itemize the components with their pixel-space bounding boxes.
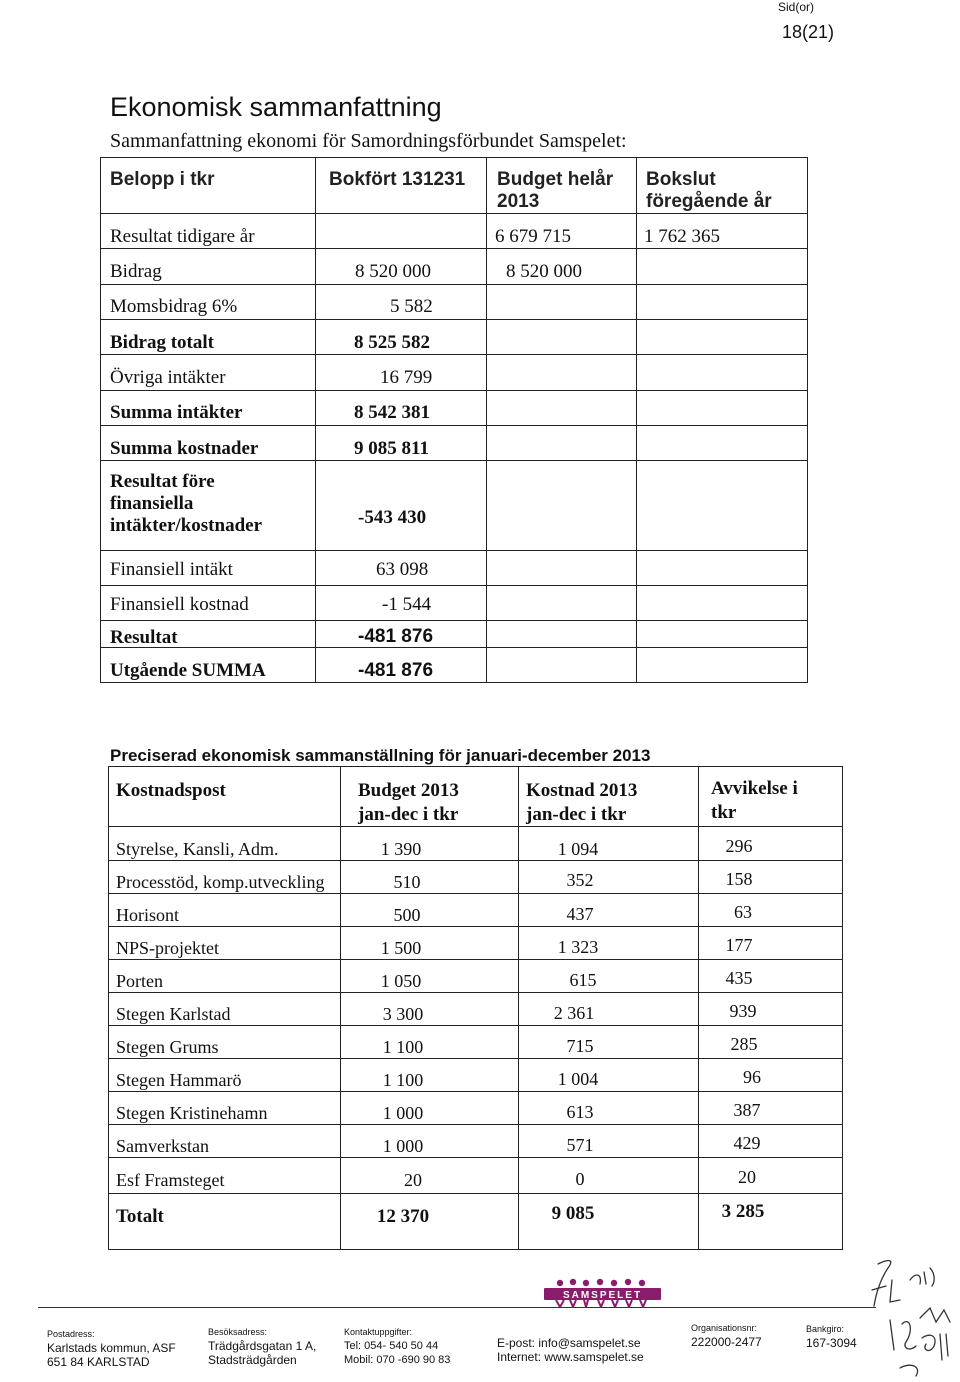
- table-row-divider: [100, 319, 808, 320]
- table-row-divider: [108, 1025, 843, 1026]
- row-label: Summa kostnader: [110, 438, 259, 459]
- table-row-post: Processtöd, komp.utveckling: [116, 872, 325, 892]
- table-row-divider: [100, 284, 808, 285]
- table-row-cost: 615: [569, 970, 597, 990]
- table-row-divider: [100, 585, 808, 586]
- header-avvikelse-sub: tkr: [711, 802, 737, 823]
- row-label: Utgående SUMMA: [110, 660, 266, 681]
- table-row-divider: [100, 550, 808, 551]
- table-row-cost: 2 361: [553, 1003, 595, 1023]
- table-row-dev: 96: [743, 1067, 761, 1087]
- table-row-dev: 158: [725, 869, 753, 889]
- header-kostnadspost: Kostnadspost: [116, 780, 226, 801]
- row-label: Bidrag totalt: [110, 332, 214, 353]
- table-row-divider: [108, 1091, 843, 1092]
- table-row-divider: [100, 248, 808, 249]
- handwritten-initials: [850, 1250, 960, 1382]
- row-label: Momsbidrag 6%: [110, 296, 238, 317]
- total-label: Totalt: [116, 1206, 164, 1227]
- header-budget: Budget 2013: [358, 780, 459, 801]
- contact-line: Tel: 054- 540 50 44: [344, 1340, 439, 1352]
- page-label: Sid(or): [778, 0, 815, 14]
- table-row-budget: 1 050: [380, 971, 422, 991]
- table-row-divider: [100, 647, 808, 648]
- samspelet-logo: [540, 1278, 665, 1308]
- cost-table: [108, 766, 843, 1250]
- row-label-line: finansiella: [110, 493, 194, 514]
- table-row-divider: [108, 1124, 843, 1125]
- total-budget: 12 370: [376, 1206, 430, 1227]
- header-kostnad-sub: jan-dec i tkr: [526, 804, 627, 825]
- postal-line: Karlstads kommun, ASF: [47, 1341, 176, 1355]
- table-row-divider: [100, 620, 808, 621]
- row-label: Övriga intäkter: [110, 367, 226, 388]
- row-label-line: intäkter/kostnader: [110, 515, 262, 536]
- table-row-dev: 435: [725, 968, 753, 988]
- table-row-divider: [100, 390, 808, 391]
- visit-line: Stadsträdgården: [208, 1353, 297, 1367]
- header-budget-sub: jan-dec i tkr: [358, 804, 459, 825]
- table-row-cost: 352: [566, 870, 594, 890]
- email[interactable]: E-post: info@samspelet.se: [497, 1336, 641, 1350]
- table-border: [108, 1249, 843, 1250]
- table-row-post: Porten: [116, 971, 163, 991]
- visit-caption: Besöksadress:: [208, 1327, 268, 1337]
- page-number: 18(21): [782, 22, 835, 42]
- table-row-budget: 1 390: [380, 839, 422, 859]
- table-row-budget: 1 000: [382, 1103, 424, 1123]
- row-label: Finansiell kostnad: [110, 594, 249, 615]
- table-row-cost: 1 004: [557, 1069, 599, 1089]
- table-border: [100, 157, 101, 683]
- row-budget: 6 679 715: [495, 226, 571, 247]
- table-row-budget: 1 000: [382, 1136, 424, 1156]
- row-label: Bidrag: [110, 261, 162, 282]
- row-booked: 8 542 381: [354, 402, 430, 423]
- table-row-divider: [108, 959, 843, 960]
- row-budget: 8 520 000: [506, 261, 582, 282]
- table-row-divider: [100, 354, 808, 355]
- table-row-divider: [108, 1193, 843, 1194]
- header-bokfort: Bokfört 131231: [329, 169, 466, 190]
- table-border: [807, 157, 808, 683]
- row-booked: -481 876: [358, 626, 434, 647]
- section-title: Preciserad ekonomisk sammanställning för januari-december 2013: [110, 746, 651, 765]
- table-row-budget: 20: [404, 1170, 422, 1190]
- table-row-post: Styrelse, Kansli, Adm.: [116, 839, 279, 859]
- table-column-divider: [518, 766, 519, 1250]
- table-row-post: Horisont: [116, 905, 179, 925]
- table-row-divider: [100, 213, 808, 214]
- header-foregaende: föregående år: [646, 191, 772, 212]
- total-cost: 9 085: [551, 1203, 595, 1224]
- table-column-divider: [315, 157, 316, 683]
- table-row-budget: 1 500: [380, 938, 422, 958]
- footer-org: [691, 1321, 762, 1349]
- table-row-post: Stegen Kristinehamn: [116, 1103, 268, 1123]
- table-row-cost: 1 094: [557, 839, 599, 859]
- row-booked: 9 085 811: [354, 438, 429, 459]
- table-row-post: Samverkstan: [116, 1136, 209, 1156]
- row-label: Summa intäkter: [110, 402, 243, 423]
- row-label: [110, 471, 262, 537]
- table-row-divider: [108, 1157, 843, 1158]
- table-row-divider: [108, 893, 843, 894]
- header-budget-year: 2013: [497, 191, 540, 212]
- page-subtitle: Sammanfattning ekonomi för Samordningsförbundet Samspelet:: [110, 130, 627, 152]
- footer-divider: [38, 1307, 876, 1308]
- table-row-post: Esf Framsteget: [116, 1170, 225, 1190]
- contact-line: Mobil: 070 -690 90 83: [344, 1354, 451, 1366]
- table-border: [108, 766, 109, 1250]
- table-row-cost: 1 323: [557, 937, 599, 957]
- org-number: 222000-2477: [691, 1335, 762, 1349]
- table-row-dev: 296: [725, 836, 753, 856]
- table-row-divider: [100, 425, 808, 426]
- bank-caption: Bankgiro:: [806, 1324, 845, 1334]
- table-row-dev: 285: [730, 1034, 758, 1054]
- logo-text: SAMSPELET: [562, 1290, 643, 1301]
- table-row-post: Stegen Karlstad: [116, 1004, 231, 1024]
- footer-postal: [47, 1327, 176, 1369]
- table-row-post: NPS-projektet: [116, 938, 219, 958]
- table-row-dev: 63: [734, 902, 752, 922]
- row-label-line: Resultat före: [110, 471, 215, 492]
- table-row-post: Stegen Grums: [116, 1037, 219, 1057]
- bank-number: 167-3094: [806, 1336, 857, 1350]
- footer-visit: [208, 1325, 316, 1367]
- table-row-budget: 3 300: [382, 1004, 424, 1024]
- table-border: [842, 766, 843, 1250]
- table-row-dev: 387: [733, 1100, 761, 1120]
- row-label: Resultat: [110, 627, 178, 648]
- row-booked: -543 430: [358, 507, 427, 528]
- table-row-divider: [100, 460, 808, 461]
- total-dev: 3 285: [721, 1201, 765, 1222]
- row-booked: 63 098: [376, 559, 429, 580]
- footer-web: [497, 1336, 644, 1364]
- table-row-dev: 177: [725, 935, 753, 955]
- table-row-dev: 20: [738, 1167, 756, 1187]
- header-budget: Budget helår: [497, 169, 614, 190]
- row-booked: -481 876: [358, 660, 434, 681]
- table-border: [100, 157, 808, 158]
- table-row-cost: 437: [566, 904, 594, 924]
- table-row-divider: [108, 992, 843, 993]
- table-row-budget: 510: [393, 872, 421, 892]
- table-row-cost: 571: [566, 1135, 594, 1155]
- postal-caption: Postadress:: [47, 1329, 95, 1339]
- header-kostnad: Kostnad 2013: [526, 780, 638, 801]
- table-row-budget: 1 100: [382, 1037, 424, 1057]
- header-avvikelse: Avvikelse i: [711, 778, 798, 799]
- table-row-divider: [108, 860, 843, 861]
- table-row-cost: 613: [566, 1102, 594, 1122]
- table-column-divider: [340, 766, 341, 1250]
- summary-table: [100, 157, 808, 683]
- table-row-divider: [108, 1058, 843, 1059]
- table-row-divider: [108, 926, 843, 927]
- row-booked: 8 520 000: [355, 261, 431, 282]
- header-bokslut: Bokslut: [646, 169, 716, 190]
- table-column-divider: [636, 157, 637, 683]
- website[interactable]: Internet: www.samspelet.se: [497, 1350, 644, 1364]
- table-row-cost: 0: [575, 1169, 585, 1189]
- row-label: Resultat tidigare år: [110, 226, 255, 247]
- row-booked: 16 799: [380, 367, 433, 388]
- visit-line: Trädgårdsgatan 1 A,: [208, 1339, 317, 1353]
- row-booked: -1 544: [382, 594, 432, 615]
- table-row-budget: 1 100: [382, 1070, 424, 1090]
- page-title: Ekonomisk sammanfattning: [110, 92, 442, 122]
- row-booked: 5 582: [390, 296, 433, 317]
- footer-contact: [344, 1325, 450, 1367]
- contact-caption: Kontaktuppgifter:: [344, 1327, 413, 1337]
- table-row-divider: [108, 826, 843, 827]
- postal-line: 651 84 KARLSTAD: [47, 1355, 150, 1369]
- org-caption: Organisationsnr:: [691, 1323, 758, 1333]
- table-border: [100, 682, 808, 683]
- header-belopp: Belopp i tkr: [110, 169, 215, 190]
- table-border: [108, 766, 843, 767]
- row-label: Finansiell intäkt: [110, 559, 233, 580]
- table-row-budget: 500: [393, 905, 421, 925]
- table-row-cost: 715: [566, 1036, 594, 1056]
- table-row-dev: 429: [733, 1133, 761, 1153]
- row-booked: 8 525 582: [354, 332, 430, 353]
- table-column-divider: [486, 157, 487, 683]
- row-prev: 1 762 365: [644, 226, 720, 247]
- table-row-post: Stegen Hammarö: [116, 1070, 242, 1090]
- table-row-dev: 939: [729, 1001, 757, 1021]
